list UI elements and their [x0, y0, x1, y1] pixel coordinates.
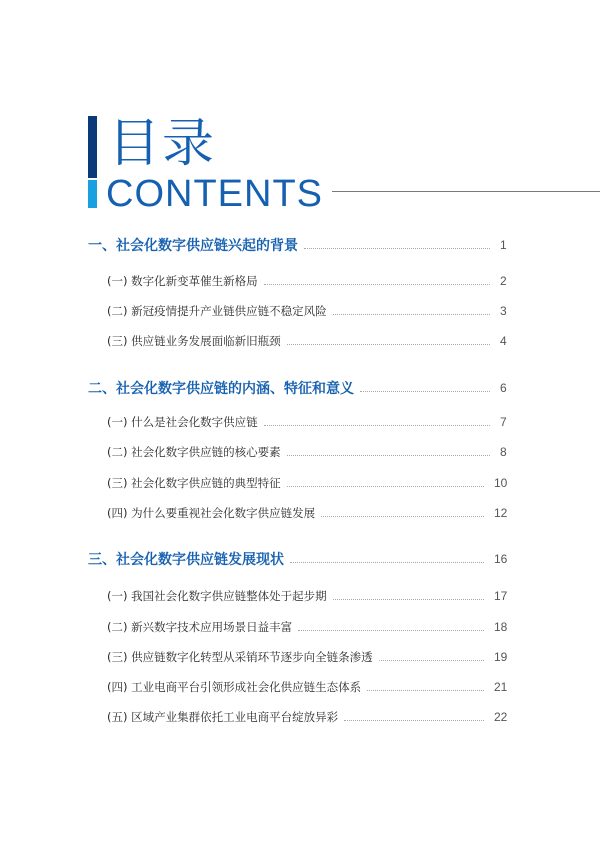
toc-item-label: (三) 社会化数字供应链的典型特征	[107, 476, 281, 490]
toc-item[interactable]	[0, 442, 600, 462]
toc-section-label: 二、社会化数字供应链的内涵、特征和意义	[88, 381, 354, 397]
toc-item-label: (一) 什么是社会化数字供应链	[107, 415, 258, 429]
page-title-chinese: 目录	[108, 114, 217, 174]
dotted-leader	[333, 599, 484, 600]
toc-page-number: 17	[494, 589, 508, 603]
toc-page-number: 2	[500, 274, 507, 288]
toc-page-number: 19	[494, 650, 508, 664]
accent-bar-light	[88, 180, 97, 208]
toc-item-label: (一) 我国社会化数字供应链整体处于起步期	[107, 589, 327, 603]
toc-item[interactable]	[0, 331, 600, 351]
toc-page-number: 3	[500, 304, 507, 318]
toc-page-number: 4	[500, 334, 507, 348]
dotted-leader	[321, 516, 484, 517]
toc-page-number: 7	[500, 415, 507, 429]
toc-section-3[interactable]	[0, 549, 600, 569]
toc-page-number: 22	[494, 710, 508, 724]
toc-item[interactable]	[0, 707, 600, 727]
dotted-leader	[304, 248, 490, 249]
dotted-leader	[264, 284, 490, 285]
toc-page-number: 1	[500, 238, 507, 252]
toc-page-number: 21	[494, 680, 508, 694]
toc-section-label: 三、社会化数字供应链发展现状	[88, 552, 284, 568]
dotted-leader	[287, 344, 490, 345]
toc-page-number: 12	[494, 506, 508, 520]
dotted-leader	[379, 660, 484, 661]
toc-item[interactable]	[0, 503, 600, 523]
toc-page-number: 6	[500, 381, 507, 395]
toc-item[interactable]	[0, 677, 600, 697]
toc-item[interactable]	[0, 473, 600, 493]
toc-item-label: (三) 供应链业务发展面临新旧瓶颈	[107, 334, 281, 348]
toc-item-label: (二) 新冠疫情提升产业链供应链不稳定风险	[107, 304, 327, 318]
toc-item-label: (三) 供应链数字化转型从采销环节逐步向全链条渗透	[107, 650, 373, 664]
dotted-leader	[290, 562, 484, 563]
toc-item[interactable]	[0, 301, 600, 321]
toc-item[interactable]	[0, 647, 600, 667]
dotted-leader	[360, 391, 490, 392]
toc-page-number: 8	[500, 445, 507, 459]
toc-item[interactable]	[0, 271, 600, 291]
toc-page-number: 10	[494, 476, 508, 490]
toc-item-label: (四) 工业电商平台引领形成社会化供应链生态体系	[107, 680, 362, 694]
toc-item[interactable]	[0, 586, 600, 606]
toc-item[interactable]	[0, 412, 600, 432]
toc-item-label: (二) 新兴数字技术应用场景日益丰富	[107, 620, 293, 634]
dotted-leader	[333, 314, 490, 315]
dotted-leader	[298, 630, 484, 631]
dotted-leader	[344, 720, 484, 721]
header-divider	[332, 191, 600, 192]
toc-item[interactable]	[0, 617, 600, 637]
toc-section-label: 一、社会化数字供应链兴起的背景	[88, 238, 298, 254]
dotted-leader	[287, 486, 484, 487]
toc-section-1[interactable]	[0, 235, 600, 255]
dotted-leader	[367, 690, 484, 691]
toc-page-number: 18	[494, 620, 508, 634]
accent-bar-dark	[88, 116, 97, 178]
dotted-leader	[287, 455, 490, 456]
toc-item-label: (一) 数字化新变革催生新格局	[107, 274, 258, 288]
page-title-english: CONTENTS	[106, 173, 323, 215]
toc-item-label: (二) 社会化数字供应链的核心要素	[107, 445, 281, 459]
toc-item-label: (五) 区域产业集群依托工业电商平台绽放异彩	[107, 710, 339, 724]
toc-item-label: (四) 为什么要重视社会化数字供应链发展	[107, 506, 316, 520]
dotted-leader	[264, 425, 490, 426]
toc-section-2[interactable]	[0, 378, 600, 398]
toc-page-number: 16	[494, 552, 508, 566]
